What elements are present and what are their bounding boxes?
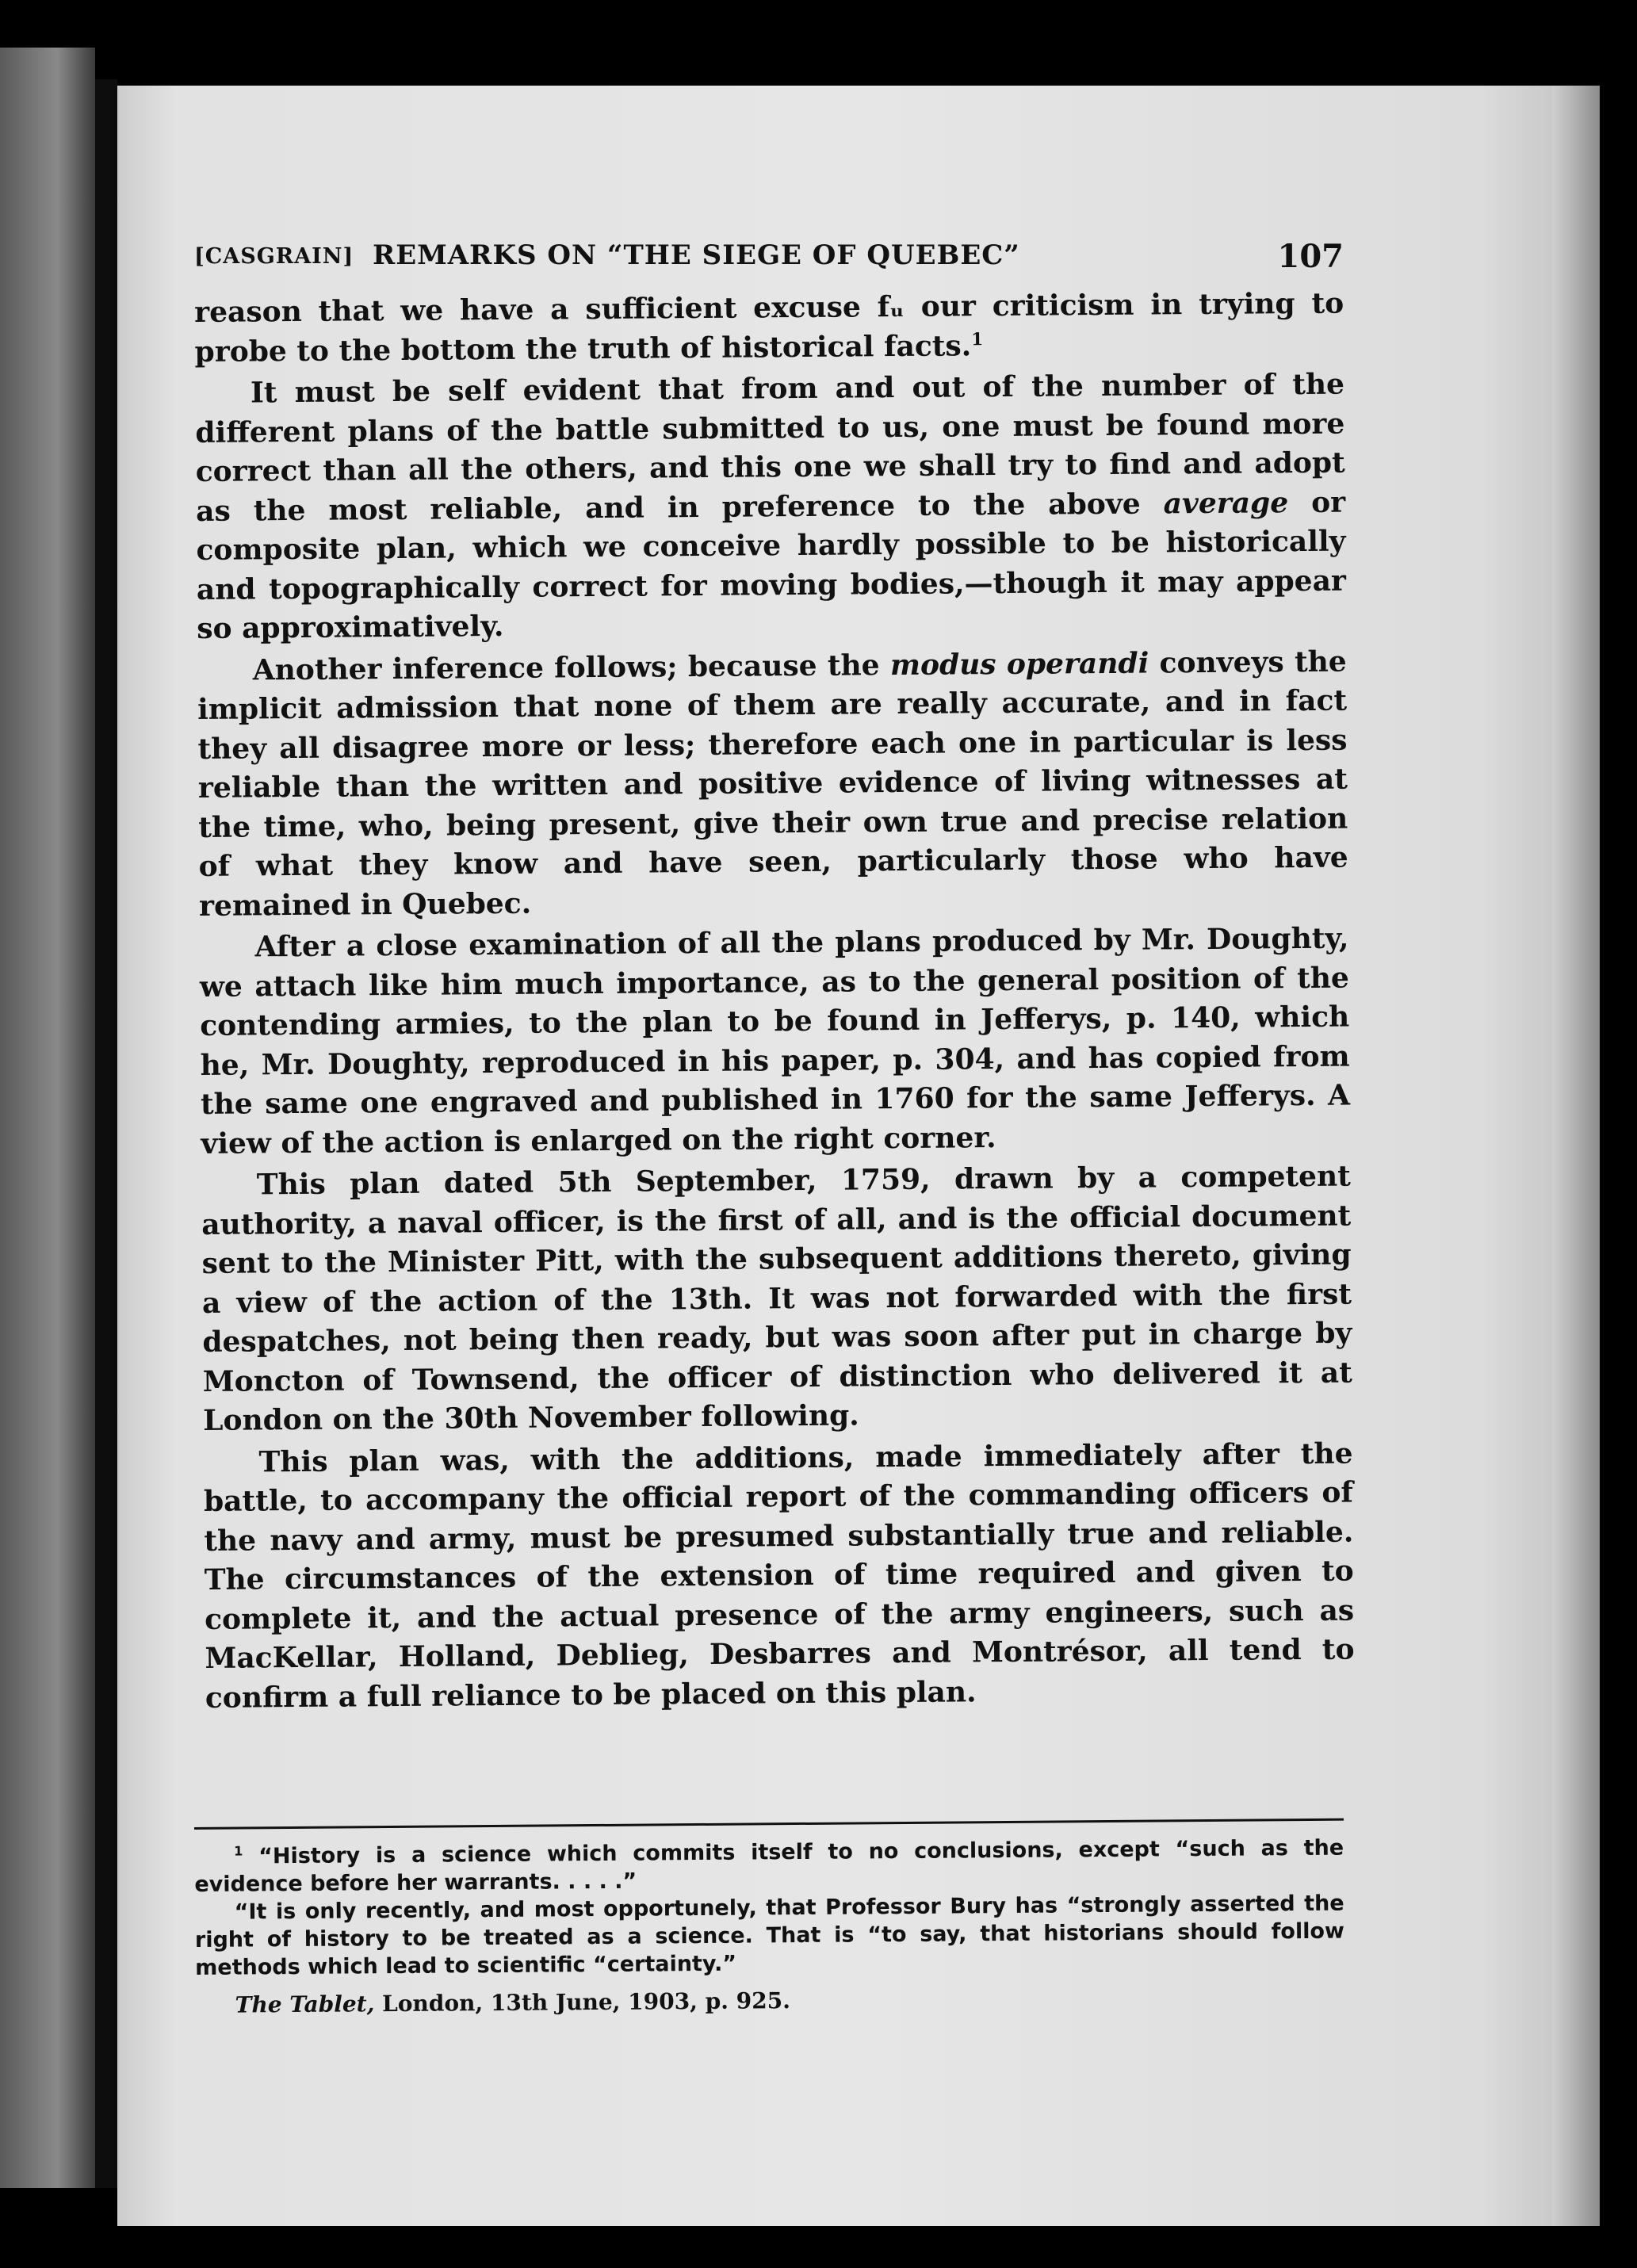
page-number: 107 <box>1277 238 1344 275</box>
paragraph-3-text-a: Another inference follows; because the <box>252 648 891 687</box>
paragraph-1-text: reason that we have a sufficient excuse fᵤ our criticism in trying to probe to the bottom the truth of historical facts. <box>194 286 1344 369</box>
paragraph-2 <box>195 365 1347 649</box>
footnote-marker: 1 <box>234 1843 243 1859</box>
footnote-quote-2-text: “It is only recently, and most opportunely, that Professor Bury has “strongly asserted the right of history to be treated as a science. That is “to say, that historians should follow methods which lead to scientific “certainty.” <box>194 1891 1345 1980</box>
paragraph-5-text: This plan dated 5th September, 1759, drawn by a competent authority, a naval officer, is the first of all, and is the official document sent to the Minister Pitt, with the subsequent additions thereto, giving a view of the action of the 13th. It was not forwarded with the first despatches, not being then ready, but was soon after put in charge by Moncton of Townsend, the officer of distinction who delivered it at London on the 30th November following. <box>201 1159 1352 1437</box>
footnotes <box>194 1834 1345 2019</box>
paragraph-5 <box>201 1157 1353 1441</box>
running-head-author: [CASGRAIN] <box>194 244 354 269</box>
footnote-reference: 1 <box>971 329 984 350</box>
paragraph-2-text-a: It must be self evident that from and out of the number of the different plans of the battle submitted to us, one must be found more correct than all the others, and this one we shall try to find and adopt as the most reliable, and in preference to the above <box>195 367 1345 528</box>
citation-details: London, 13th June, 1903, p. 925. <box>374 1987 791 2017</box>
running-head-title: REMARKS ON “THE SIEGE OF QUEBEC” <box>373 239 1020 271</box>
page-shadow-edge <box>1552 86 1600 2226</box>
paragraph-3-text-b: conveys the implicit admission that none of them are really accurate, and in fact they all disagree more or less; therefore each one in particular is less reliable than the written and positive evidence of living witnesses at the time, who, being present, give their own true and precise relation of what they know and have seen, particularly those who have remained in Quebec. <box>197 644 1348 923</box>
paragraph-3-emphasis: modus operandi <box>889 646 1149 682</box>
paragraph-4-text: After a close examination of all the plans produced by Mr. Doughty, we attach like him much importance, as to the general position of the contending armies, to the plan to be found in Jefferys, p. 140, which he, Mr. Doughty, reproduced in his paper, p. 304, and has copied from the same one engraved and published in 1760 for the same Jefferys. A view of the action is enlarged on the right corner. <box>199 921 1351 1161</box>
citation-source: The Tablet, <box>235 1991 375 2018</box>
paragraph-4 <box>199 920 1350 1164</box>
paragraph-3 <box>197 642 1349 926</box>
body-text <box>194 285 1355 1718</box>
paragraph-6 <box>203 1434 1355 1718</box>
paragraph-2-text-b: or composite plan, which we conceive hardly possible to be historically and topographically correct for moving bodies,—though it may appear so approximatively. <box>196 485 1347 645</box>
footnote-quote-1-text: “History is a science which commits itself to no conclusions, except “such as the evidence before her warrants. . . . .” <box>194 1835 1344 1897</box>
paragraph-1 <box>194 285 1344 372</box>
book-binding <box>95 79 117 2188</box>
running-head <box>194 238 1344 285</box>
paragraph-6-text: This plan was, with the additions, made immediately after the battle, to accompany the official report of the commanding officers of the navy and army, must be presumed substantially true and reliable. The circumstances of the extension of time required and given to complete it, and the actual presence of the army engineers, such as MacKellar, Holland, Deblieg, Desbarres and Montrésor, all tend to confirm a full reliance to be placed on this plan. <box>203 1436 1355 1715</box>
footnote-quote-1 <box>194 1834 1344 1899</box>
adjacent-page-edge <box>0 48 95 2188</box>
paragraph-2-emphasis: average <box>1163 485 1289 520</box>
footnote-quote-2 <box>195 1890 1345 1982</box>
